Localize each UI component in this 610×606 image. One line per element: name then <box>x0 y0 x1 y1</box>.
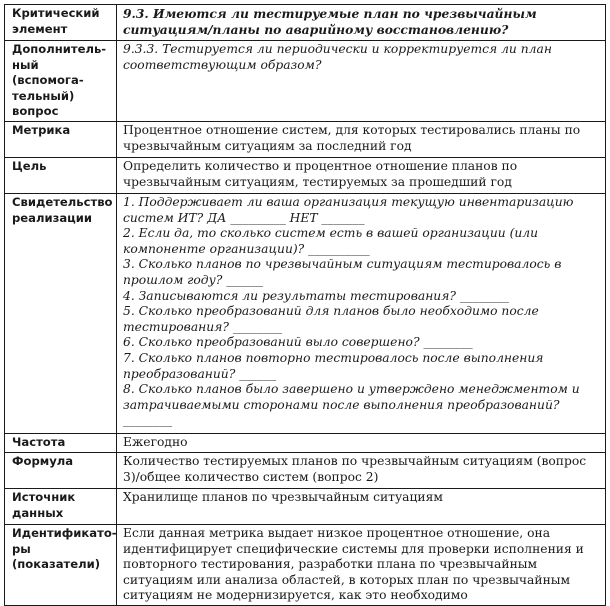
evidence-question-6: 6. Сколько преобразований выло совершено? ________ <box>123 335 473 350</box>
row-indicators <box>5 524 606 605</box>
value-additional-question: 9.3.3. Тестируется ли периодически и корректируется ли план соответствующим образом? <box>117 41 606 122</box>
row-frequency <box>5 433 606 452</box>
row-critical-element <box>5 5 606 41</box>
value-evidence <box>117 193 606 433</box>
value-indicators: Если данная метрика выдает низкое процентное отношение, она идентифицирует специфические системы для проверки исполнения и повторного тестирования, разработки плана по чрезвычайным ситуациям или анализа областей, в которых план по чрезвычайным ситуациям не модернизируется, как это необходимо <box>117 524 606 605</box>
row-additional-question <box>5 41 606 122</box>
label-goal: Цель <box>5 157 117 193</box>
metric-table <box>4 4 606 606</box>
value-data-source: Хранилище планов по чрезвычайным ситуациям <box>117 488 606 524</box>
evidence-question-8: 8. Сколько планов было завершено и утверждено менеджментом и затрачиваемыми сторонами после выполнения преобразований? ________ <box>123 382 580 428</box>
value-goal: Определить количество и процентное отношение планов по чрезвычайным ситуациям, тестируемых за прошедший год <box>117 157 606 193</box>
label-data-source: Источник данных <box>5 488 117 524</box>
label-metric: Метрика <box>5 121 117 157</box>
label-frequency: Частота <box>5 433 117 452</box>
row-data-source <box>5 488 606 524</box>
evidence-question-2: 2. Если да, то сколько систем есть в вашей организации (или компоненте организации)? __________ <box>123 226 539 256</box>
row-goal <box>5 157 606 193</box>
evidence-question-1: 1. Поддерживает ли ваша организация текущую инвентаризацию систем ИТ? ДА _________ НЕТ _______ <box>123 194 574 225</box>
value-critical-element: 9.3. Имеются ли тестируемые план по чрезвычайным ситуациям/планы по аварийному восстановлению? <box>117 5 606 41</box>
value-metric: Процентное отношение систем, для которых тестировались планы по чрезвычайным ситуациям за последний год <box>117 121 606 157</box>
label-evidence: Свидетельство реализации <box>5 193 117 433</box>
row-formula <box>5 452 606 488</box>
row-metric <box>5 121 606 157</box>
label-indicators: Идентификаторы (показатели) <box>5 524 117 605</box>
label-formula: Формула <box>5 452 117 488</box>
label-critical-element: Критический элемент <box>5 5 117 41</box>
evidence-question-3: 3. Сколько планов по чрезвычайным ситуациям тестировалось в прошлом году? ______ <box>123 257 562 287</box>
row-evidence <box>5 193 606 433</box>
evidence-question-7: 7. Сколько планов повторно тестировалось после выполнения преобразований? ______ <box>123 350 544 381</box>
value-frequency: Ежегодно <box>117 433 606 452</box>
evidence-question-4: 4. Записываются ли результаты тестирования? ________ <box>123 288 510 303</box>
label-additional-question: Дополнительный (вспомогательный) вопрос <box>5 41 117 122</box>
value-formula: Количество тестируемых планов по чрезвычайным ситуациям (вопрос 3)/общее количество систем (вопрос 2) <box>117 452 606 488</box>
evidence-question-5: 5. Сколько преобразований для планов было необходимо после тестирования? ________ <box>123 304 539 334</box>
